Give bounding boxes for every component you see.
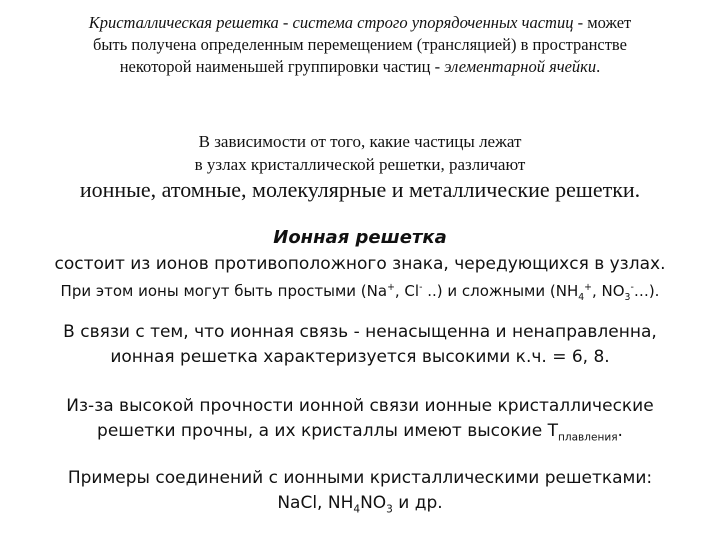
- intro-term: Кристаллическая решетка - система строго упорядоченных частиц: [88, 13, 574, 32]
- ionic-title: Ионная решетка: [273, 227, 447, 248]
- types-list: ионные, атомные, молекулярные и металлические решетки.: [79, 177, 641, 202]
- intro-line-3-start: некоторой наименьшей группировки частиц -: [119, 57, 445, 76]
- strength-line-2-end: .: [617, 421, 623, 441]
- ionic-ex-a: При этом ионы могут быть простыми (Na: [60, 282, 388, 300]
- strength-line-2: [0, 419, 720, 444]
- examples-formula-b: NO: [360, 493, 387, 513]
- intro-unit-cell: элементарной ячейки: [444, 57, 597, 76]
- intro-paragraph: [0, 12, 720, 78]
- intro-line-3-end: .: [596, 57, 601, 76]
- nh4-index: 4: [578, 292, 585, 303]
- no3-index: 3: [624, 292, 631, 303]
- examples-formula-a: NaCl, NH: [277, 493, 354, 513]
- na-charge: +: [387, 282, 395, 293]
- ionic-ex-e: …).: [633, 282, 660, 300]
- no3-charge: -: [630, 282, 634, 293]
- lattice-types: [0, 130, 720, 176]
- intro-line-2: быть получена определенным перемещением (трансляцией) в пространстве: [93, 35, 627, 54]
- nh4-charge: +: [584, 282, 592, 293]
- strength-line-2-text: решетки прочны, а их кристаллы имеют высокие Т: [97, 421, 558, 441]
- ionic-ex-c: ..) и сложными (NH: [422, 282, 579, 300]
- examples-nh4-index: 4: [353, 503, 361, 516]
- examples-line-2: [0, 491, 720, 516]
- cl-charge: -: [419, 282, 423, 293]
- examples-line-1: Примеры соединений с ионными кристаллическими решетками:: [67, 468, 653, 488]
- bond-paragraph: [0, 320, 720, 370]
- bond-line-1: В связи с тем, что ионная связь - ненасыщенна и ненаправленна,: [63, 322, 657, 342]
- examples-formula-c: и др.: [392, 493, 443, 513]
- ionic-description: состоит из ионов противоположного знака, чередующихся в узлах.: [54, 254, 666, 274]
- examples-paragraph: [0, 466, 720, 516]
- intro-line-1-rest: - может: [573, 13, 632, 32]
- intro-line-1: [0, 12, 720, 34]
- bond-line-2: ионная решетка характеризуется высокими к.ч. = 6, 8.: [110, 347, 610, 367]
- ionic-ex-b: , Cl: [394, 282, 420, 300]
- strength-paragraph: [0, 394, 720, 444]
- intro-line-3: [0, 56, 720, 78]
- melting-subscript: плавления: [557, 431, 618, 444]
- types-line-2: в узлах кристаллической решетки, различают: [194, 155, 526, 174]
- strength-line-1: Из-за высокой прочности ионной связи ионные кристаллические: [66, 396, 654, 416]
- examples-no3-index: 3: [386, 503, 393, 516]
- ionic-ex-d: , NO: [591, 282, 625, 300]
- types-line-1: В зависимости от того, какие частицы лежат: [198, 132, 522, 151]
- ionic-examples: [0, 280, 720, 302]
